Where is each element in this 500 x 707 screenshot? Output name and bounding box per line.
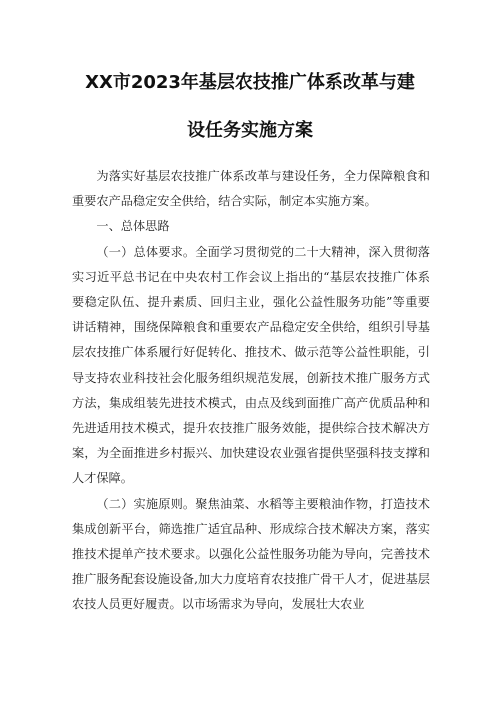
- document-body: [72, 164, 430, 618]
- section-heading-overall-approach: 一、总体思路: [96, 219, 170, 234]
- paragraph-overall-requirements: （一）总体要求。全面学习贯彻党的二十大精神，深入贯彻落实习近平总书记在中央农村工作会议上指出的“基层农技推广体系要稳定队伍、提升素质、回归主业，强化公益性服务功能”等重要讲话精神，围绕保障粮食和重要农产品稳定安全供给，组织引导基层农技推广体系履行好促转化、推技术、做示范等公益性职能，引导支持农业科技社会化服务组织规范发展，创新技术推广服务方式方法，集成组装先进技术模式，由点及线到面推广高产优质品种和先进适用技术模式，提升农技推广服务效能，提供综合技术解决方案，为全面推进乡村振兴、加快建设农业强省提供坚强科技支撑和人才保障。: [72, 244, 430, 486]
- paragraph-implementation-principles: （二）实施原则。聚焦油菜、水稻等主要粮油作物，打造技术集成创新平台，筛选推广适宜品种、形成综合技术解决方案，落实推技术提单产技术要求。以强化公益性服务功能为导向，完善技术推广服务配套设施设备,加大力度培育农技推广骨干人才，促进基层农技人员更好履责。以市场需求为导向，发展壮大农业: [72, 496, 430, 612]
- document-title-line-1: XX市2023年基层农技推广体系改革与建: [85, 72, 415, 93]
- intro-paragraph: 为落实好基层农技推广体系改革与建设任务，全力保障粮食和重要农产品稳定安全供给，结合实际，制定本实施方案。: [72, 169, 430, 209]
- document-title-line-2: 设任务实施方案: [187, 120, 313, 141]
